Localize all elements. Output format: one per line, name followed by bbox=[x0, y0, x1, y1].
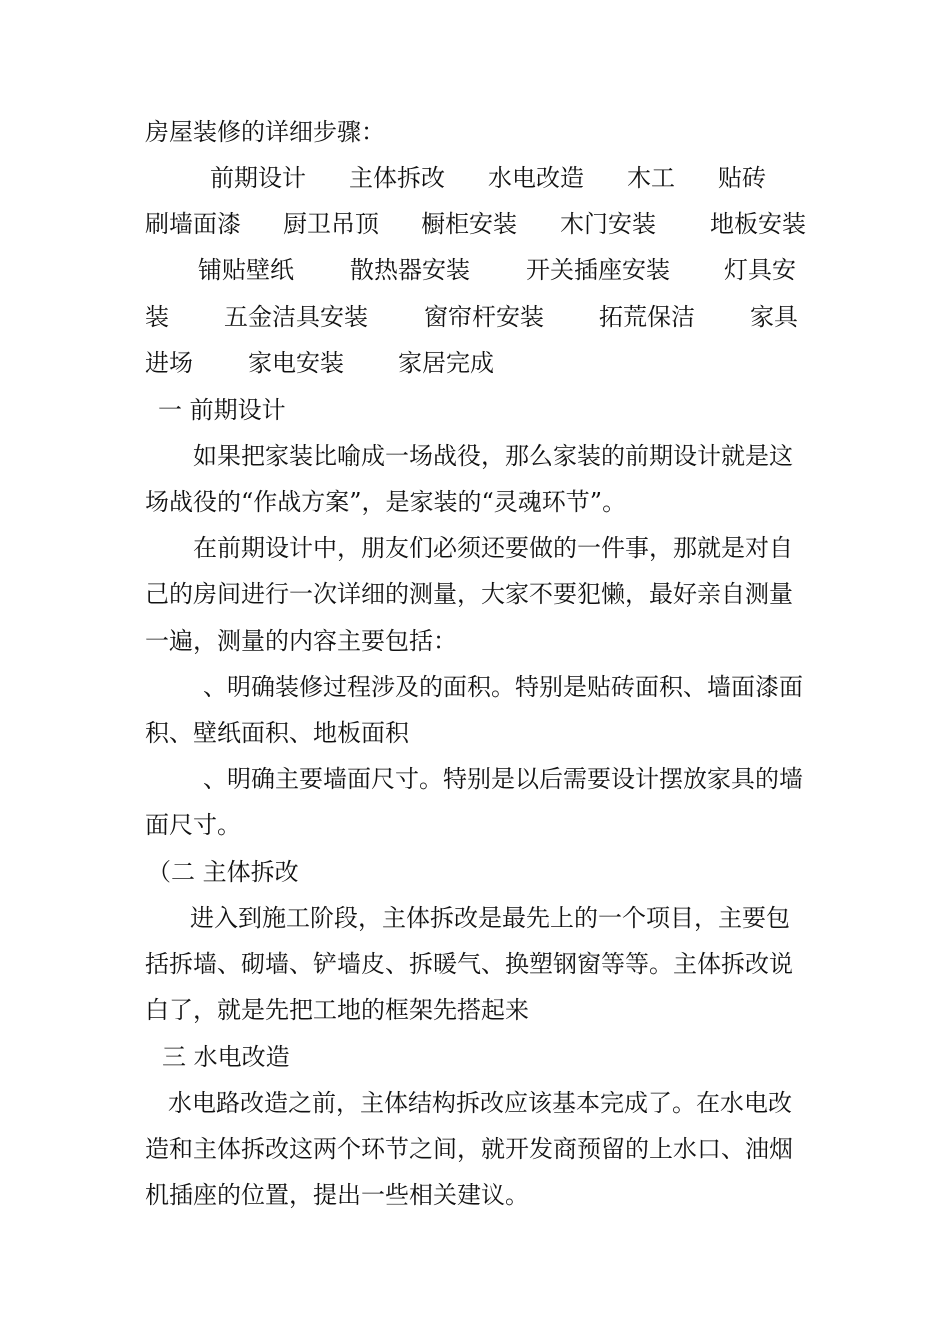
step-item: 装 bbox=[145, 303, 169, 331]
section-heading: （二 主体拆改 bbox=[147, 858, 299, 886]
step-item: 水电改造 bbox=[488, 164, 584, 192]
paragraph-line: 机插座的位置，提出一些相关建议。 bbox=[145, 1181, 529, 1209]
doc-title: 房屋装修的详细步骤： bbox=[145, 118, 385, 146]
paragraph-line: 造和主体拆改这两个环节之间，就开发商预留的上水口、油烟 bbox=[145, 1135, 793, 1163]
step-item: 家具 bbox=[750, 303, 798, 331]
step-item: 散热器安装 bbox=[350, 256, 470, 284]
step-item: 前期设计 bbox=[210, 164, 306, 192]
step-item: 铺贴壁纸 bbox=[198, 256, 294, 284]
paragraph-line: 括拆墙、砌墙、铲墙皮、拆暖气、换塑钢窗等等。主体拆改说 bbox=[145, 950, 793, 978]
paragraph-line: 己的房间进行一次详细的测量，大家不要犯懒，最好亲自测量 bbox=[145, 580, 793, 608]
list-item-line: 面尺寸。 bbox=[145, 811, 241, 839]
step-item: 家居完成 bbox=[398, 349, 494, 377]
paragraph-line: 场战役的“作战方案”，是家装的“灵魂环节”。 bbox=[145, 488, 627, 516]
list-item-line: 积、壁纸面积、地板面积 bbox=[145, 719, 409, 747]
paragraph-line: 白了，就是先把工地的框架先搭起来 bbox=[145, 996, 529, 1024]
step-item: 灯具安 bbox=[724, 256, 796, 284]
step-item: 木工 bbox=[627, 164, 675, 192]
section-heading: 三 水电改造 bbox=[162, 1043, 290, 1071]
step-item: 拓荒保洁 bbox=[599, 303, 695, 331]
step-item: 贴砖 bbox=[718, 164, 766, 192]
step-item: 家电安装 bbox=[248, 349, 344, 377]
step-item: 厨卫吊顶 bbox=[283, 210, 379, 238]
step-item: 木门安装 bbox=[560, 210, 656, 238]
list-item-line: 、明确装修过程涉及的面积。特别是贴砖面积、墙面漆面 bbox=[203, 673, 803, 701]
paragraph-line: 一遍，测量的内容主要包括： bbox=[145, 627, 457, 655]
section-heading: 一 前期设计 bbox=[158, 396, 286, 424]
step-item: 地板安装 bbox=[710, 210, 806, 238]
list-item-line: 、明确主要墙面尺寸。特别是以后需要设计摆放家具的墙 bbox=[203, 765, 803, 793]
step-item: 主体拆改 bbox=[349, 164, 445, 192]
step-item: 橱柜安装 bbox=[421, 210, 517, 238]
paragraph-line: 在前期设计中，朋友们必须还要做的一件事，那就是对自 bbox=[193, 534, 793, 562]
paragraph-line: 如果把家装比喻成一场战役，那么家装的前期设计就是这 bbox=[193, 442, 793, 470]
paragraph-line: 进入到施工阶段，主体拆改是最先上的一个项目，主要包 bbox=[190, 904, 790, 932]
step-item: 进场 bbox=[145, 349, 193, 377]
step-item: 刷墙面漆 bbox=[145, 210, 241, 238]
step-item: 窗帘杆安装 bbox=[424, 303, 544, 331]
step-item: 开关插座安装 bbox=[526, 256, 670, 284]
step-item: 五金洁具安装 bbox=[224, 303, 368, 331]
paragraph-line: 水电路改造之前，主体结构拆改应该基本完成了。在水电改 bbox=[168, 1089, 792, 1117]
